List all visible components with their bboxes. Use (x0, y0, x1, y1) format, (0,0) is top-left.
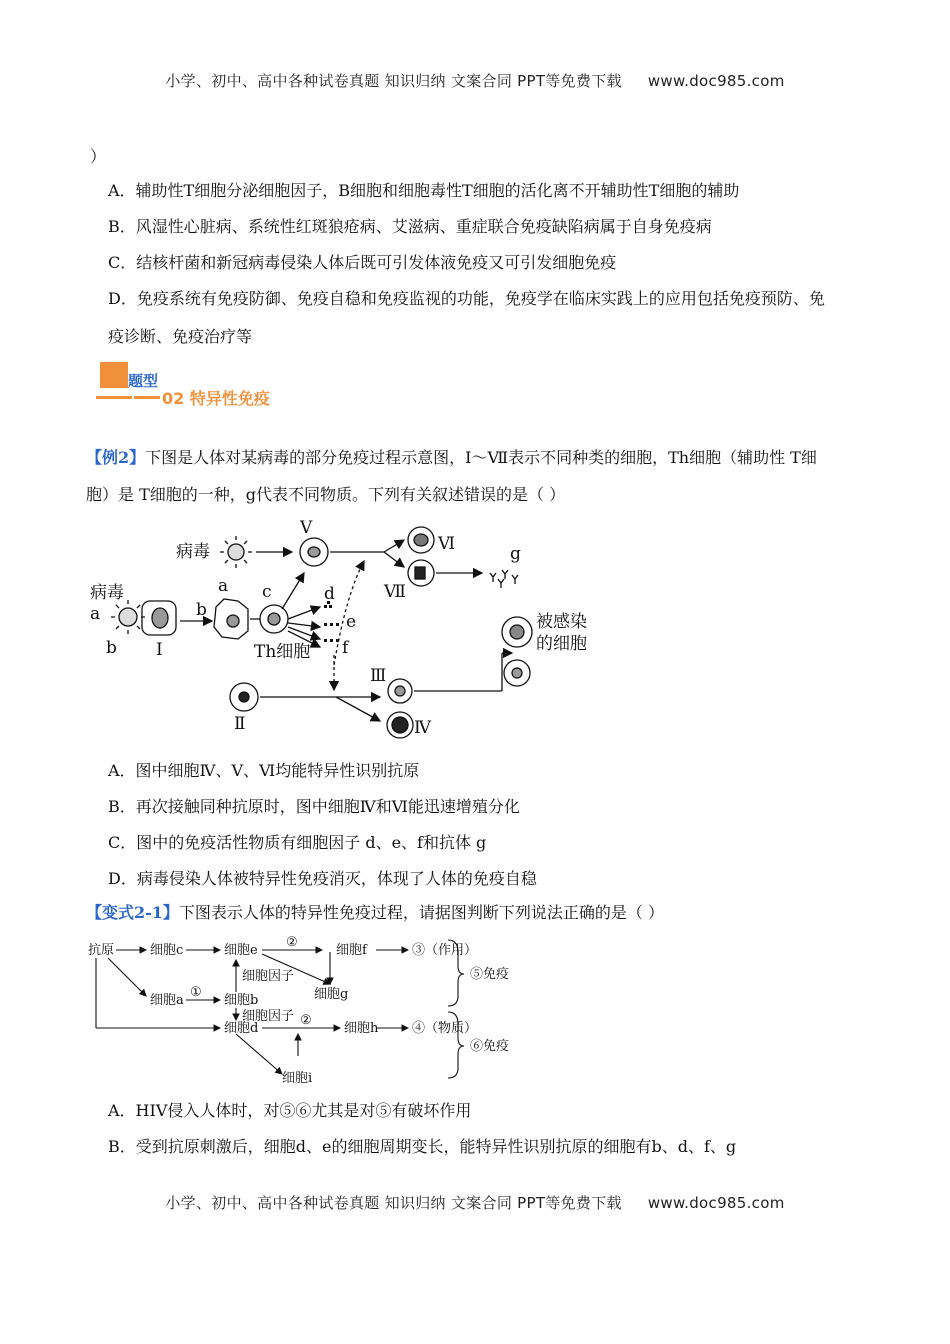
label-b-left: b (106, 638, 117, 658)
label-infected-1: 被感染 (536, 612, 587, 632)
variant21-option-b: B．受到抗原刺激后，细胞d、e的细胞周期变长，能特异性识别抗原的细胞有b、d、f、g (108, 1137, 737, 1156)
header-url[interactable]: www.doc985.com (647, 72, 785, 90)
fc-cell-g: 细胞g (314, 987, 349, 1002)
q1-option-d-cont: 疫诊断、免疫治疗等 (108, 327, 253, 346)
q1-option-b: B．风湿性心脏病、系统性红斑狼疮病、艾滋病、重症联合免疫缺陷病属于自身免疫病 (108, 217, 712, 236)
specific-immunity-flowchart (86, 932, 546, 1084)
antigen-presenting-cell-icon (214, 599, 248, 639)
label-ii: Ⅱ (234, 714, 246, 734)
fc-cell-e: 细胞e (224, 943, 258, 958)
virus-left-icon (111, 600, 145, 634)
label-iii: Ⅲ (370, 666, 387, 686)
example2-option-a: A．图中细胞Ⅳ、Ⅴ、Ⅵ均能特异性识别抗原 (108, 761, 420, 780)
label-iv: Ⅳ (414, 718, 431, 738)
section-underline (96, 396, 132, 399)
cell-ii-icon (230, 683, 258, 711)
fc-immunity-6: ⑥免疫 (470, 1039, 510, 1054)
example2-tag: 【例2】 (86, 448, 146, 467)
variant21-option-a: A．HIV侵入人体时，对⑤⑥尤其是对⑤有破坏作用 (108, 1101, 472, 1120)
example2-option-c: C．图中的免疫活性物质有细胞因子 d、e、f和抗体 g (108, 833, 487, 852)
label-vii: Ⅶ (384, 582, 406, 602)
fc-cell-a: 细胞a (150, 993, 184, 1008)
fc-cell-h: 细胞h (344, 1021, 379, 1036)
variant21-text: 下图表示人体的特异性免疫过程，请据图判断下列说法正确的是（ ） (178, 903, 665, 922)
label-vi: Ⅵ (438, 534, 456, 554)
fc-cell-b: 细胞b (224, 993, 259, 1008)
effector-t-cell-icon (504, 660, 530, 686)
label-a-left: a (90, 604, 101, 624)
antibody-icon (490, 570, 518, 588)
section-title: 02 特异性免疫 (162, 389, 270, 408)
th-cell-icon (260, 605, 288, 633)
section-label: 题型 (128, 372, 159, 390)
immune-process-diagram (84, 515, 624, 745)
label-infected-2: 的细胞 (536, 634, 587, 654)
label-virus-top: 病毒 (176, 542, 210, 562)
fc-cell-i: 细胞i (282, 1071, 313, 1084)
label-i: Ⅰ (156, 640, 163, 660)
label-e: e (346, 612, 357, 632)
variant21-stem (86, 902, 664, 924)
fc-cell-f: 细胞f (336, 943, 367, 958)
label-d: d (324, 584, 335, 604)
label-b-apc: b (196, 600, 207, 620)
label-th-cell: Th细胞 (254, 642, 311, 662)
example2-text1: 下图是人体对某病毒的部分免疫过程示意图，Ⅰ～Ⅶ表示不同种类的细胞，Th细胞（辅助性 T细 (145, 448, 817, 467)
fc-circle-2-top: ② (286, 935, 298, 950)
section-underline (134, 396, 160, 399)
q1-paren: ） (90, 147, 107, 166)
fc-cell-c: 细胞c (150, 943, 184, 958)
label-v: Ⅴ (300, 518, 313, 538)
page-header (0, 70, 950, 91)
header-text: 小学、初中、高中各种试卷真题 知识归纳 文案合同 PPT等免费下载 (165, 72, 622, 90)
example2-option-b: B．再次接触同种抗原时，图中细胞Ⅳ和Ⅵ能迅速增殖分化 (108, 797, 520, 816)
example2-line2: 胞）是 T细胞的一种，g代表不同物质。下列有关叙述错误的是（ ） (86, 485, 566, 504)
fc-circle-2-bottom: ② (300, 1013, 312, 1028)
cell-vii-icon (408, 560, 434, 586)
q1-option-d: D．免疫系统有免疫防御、免疫自稳和免疫监视的功能，免疫学在临床实践上的应用包括免疫预防、免 (108, 289, 825, 308)
fc-substance: ④（物质） (412, 1021, 478, 1036)
cell-v-icon (300, 538, 328, 566)
footer-text: 小学、初中、高中各种试卷真题 知识归纳 文案合同 PPT等免费下载 (165, 1194, 622, 1212)
label-g: g (510, 544, 521, 564)
cell-iv-icon (387, 712, 413, 738)
variant21-tag: 【变式2-1】 (86, 903, 179, 922)
example2-line1 (86, 447, 817, 469)
fc-immunity-5: ⑤免疫 (470, 967, 510, 982)
label-a-apc: a (218, 576, 229, 596)
example2-option-d: D．病毒侵染人体被特异性免疫消灭，体现了人体的免疫自稳 (108, 869, 537, 888)
footer-url[interactable]: www.doc985.com (647, 1194, 785, 1212)
fc-cell-d: 细胞d (224, 1021, 259, 1036)
virus-top-icon (220, 536, 252, 568)
q1-option-a: A．辅助性T细胞分泌细胞因子，B细胞和细胞毒性T细胞的活化离不开辅助性T细胞的辅助 (108, 181, 740, 200)
fc-circle-1: ① (190, 985, 202, 1000)
cell-iii-icon (388, 679, 412, 703)
infected-cell-icon (502, 617, 532, 647)
section-block-icon (100, 362, 128, 388)
fc-cytokine-2: 细胞因子 (242, 1009, 295, 1024)
label-c: c (262, 582, 272, 602)
fc-antigen: 抗原 (88, 943, 115, 958)
label-f: f (342, 638, 349, 658)
q1-option-c: C．结核杆菌和新冠病毒侵染人体后既可引发体液免疫又可引发细胞免疫 (108, 253, 617, 272)
cell-i-icon (142, 601, 176, 635)
fc-effect: ③（作用） (412, 943, 478, 958)
fc-cytokine-1: 细胞因子 (242, 969, 295, 984)
label-virus-left: 病毒 (90, 583, 124, 603)
page-footer (0, 1192, 950, 1213)
cell-vi-icon (408, 527, 434, 553)
cytokine-dots-icon (324, 601, 339, 642)
